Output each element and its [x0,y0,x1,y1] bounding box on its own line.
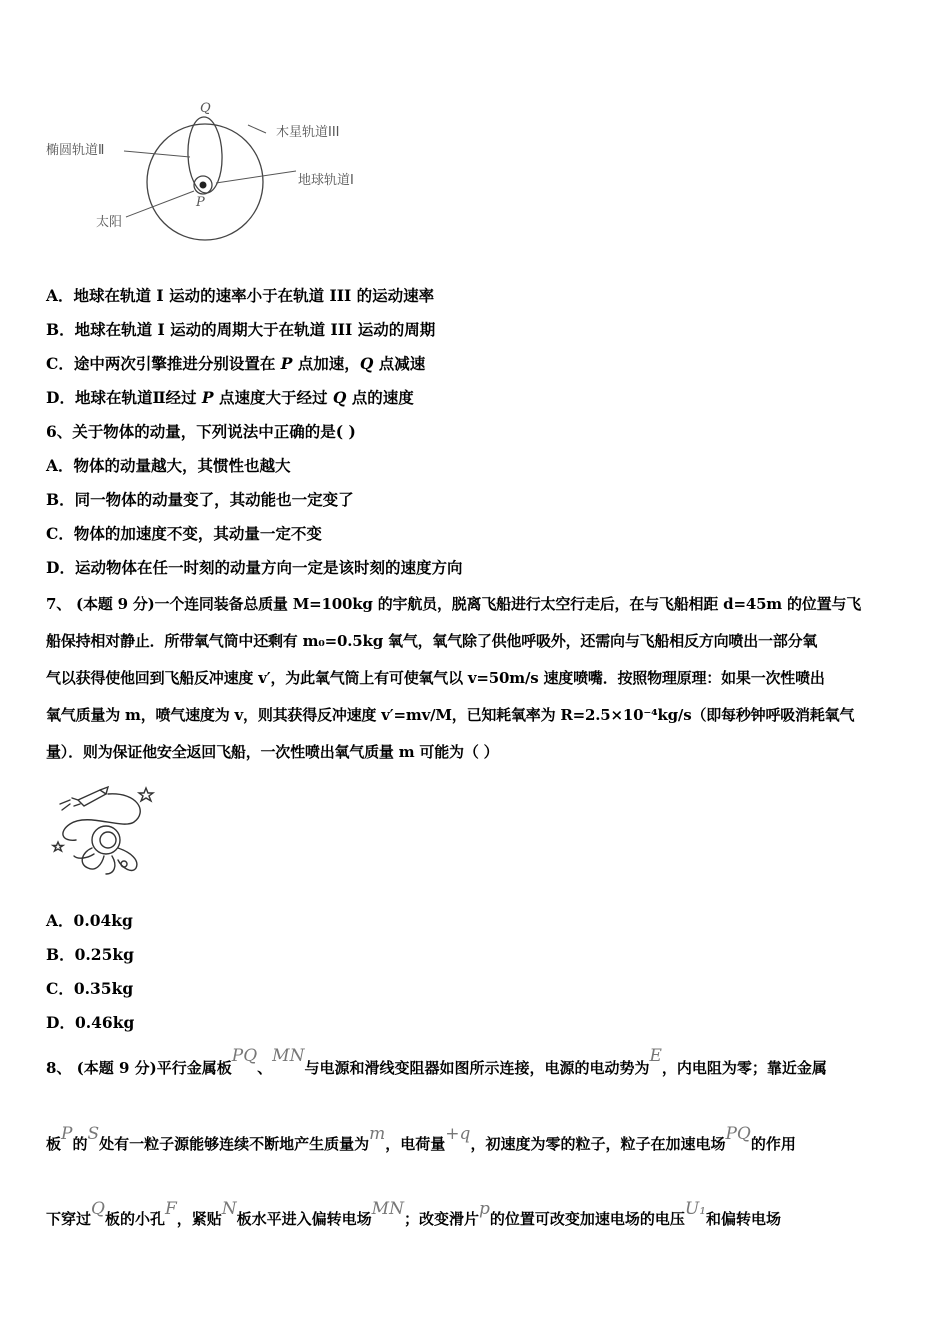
q6-option-d [46,558,462,578]
label-ellipse-orbit: 椭圆轨道Ⅱ [46,143,105,158]
q5-option-b [46,320,435,340]
q5-option-a [46,286,434,306]
q6-option-a [46,456,291,476]
q7-option-a [46,911,133,931]
option-text: 地球在轨道 I 运动的速率小于在轨道 III 的运动速率 [73,286,435,305]
option-letter: D． [46,388,75,407]
q8-text: ，电荷量 [385,1135,446,1153]
math-pq: PQ [725,1124,751,1144]
option-text: 点的速度 [346,388,414,407]
math-mn: MN [272,1046,305,1066]
option-text: 0.04kg [73,911,133,930]
var-p: P [280,354,293,373]
q6-option-c [46,524,322,544]
q8-text: 下穿过 [46,1210,92,1228]
math-pq: PQ [231,1046,258,1066]
math-u1: U₁ [684,1199,707,1219]
var-q: Q [332,388,347,407]
q5-option-c [46,354,425,374]
q8-text: 板水平进入偏转电场 [236,1210,372,1228]
math-s: S [87,1124,100,1144]
label-outer-orbit: 木星轨道III [276,125,340,140]
option-text: 物体的加速度不变，其动量一定不变 [73,524,322,543]
q8-text: 8、 (本题 9 分)平行金属板 [46,1059,232,1077]
q5-option-d [46,388,414,408]
q8-text: 板的小孔 [104,1210,165,1228]
q8-text: 的位置可改变加速电场的电压 [489,1210,685,1228]
label-p: P [196,195,205,210]
option-letter: A． [46,286,74,305]
q7-line-2: 船保持相对静止．所带氧气筒中还剩有 m₀=0.5kg 氧气，氧气除了供他呼吸外，还需向与飞船相反方向喷出一部分氧 [46,632,818,650]
option-letter: B． [46,490,75,509]
option-letter: C． [46,979,74,998]
var-p: P [201,388,214,407]
option-letter: A． [46,911,74,930]
option-letter: B． [46,945,75,964]
option-letter: D． [46,558,75,577]
option-text: 点减速 [373,354,426,373]
q8-text: 的 [72,1135,88,1153]
q7-option-c [46,979,133,999]
q7-line-1: 7、 (本题 9 分)一个连同装备总质量 M=100kg 的宇航员，脱离飞船进行太空行走后，在与飞船相距 d=45m 的位置与飞 [46,595,861,613]
q8-text: 和偏转电场 [706,1210,782,1228]
q8-text: 与电源和滑线变阻器如图所示连接，电源的电动势为 [304,1059,650,1077]
astronaut-drawing [48,782,160,878]
math-n: N [221,1199,237,1219]
option-text: 地球在轨道 I 运动的周期大于在轨道 III 运动的周期 [74,320,436,339]
q8-text: 板 [46,1135,62,1153]
q8-text: 的作用 [750,1135,796,1153]
label-sun: 太阳 [96,215,123,230]
orbit-figure [40,95,400,255]
option-letter: C． [46,524,74,543]
math-q: +q [445,1124,471,1144]
q6-option-b [46,490,354,510]
q8-text: 、 [257,1059,273,1077]
label-earth-orbit: 地球轨道Ⅰ [298,173,354,188]
q8-line-1 [46,1046,827,1078]
option-text: 0.25kg [74,945,134,964]
label-q: Q [200,101,211,116]
q7-line-3: 气以获得使他回到飞船反冲速度 v′，为此氧气筒上有可使氧气以 v=50m/s 速度喷嘴．按照物理原理：如果一次性喷出 [46,669,825,687]
option-text: 途中两次引擎推进分别设置在 [73,354,281,373]
q8-text: ；改变滑片 [403,1210,479,1228]
option-letter: C． [46,354,74,373]
astronaut-illustration [48,782,160,878]
q8-text: 处有一粒子源能够连续不断地产生质量为 [99,1135,370,1153]
option-letter: A． [46,456,74,475]
q7-line-5: 量）．则为保证他安全返回飞船，一次性喷出氧气质量 m 可能为（ ） [46,743,499,761]
q8-text: ，内电阻为零；靠近金属 [661,1059,827,1077]
option-text: 运动物体在任一时刻的动量方向一定是该时刻的速度方向 [74,558,463,577]
option-text: 点加速， [292,354,360,373]
q8-line-3 [46,1199,782,1229]
option-text: 0.46kg [74,1013,135,1032]
option-text: 同一物体的动量变了，其动能也一定变了 [74,490,354,509]
math-f: F [164,1199,177,1219]
q8-text: ，紧贴 [176,1210,222,1228]
q7-option-b [46,945,134,965]
option-text: 地球在轨道Ⅱ经过 [74,388,202,407]
q7-line-4: 氧气质量为 m，喷气速度为 v，则其获得反冲速度 v′=mv/M，已知耗氧率为 R=2.5×10⁻⁴kg/s（即每秒钟呼吸消耗氧气 [46,706,855,724]
math-mn: MN [371,1199,404,1219]
math-e: E [649,1046,662,1066]
option-text: 物体的动量越大，其惯性也越大 [73,456,291,475]
var-q: Q [359,354,374,373]
option-text: 点速度大于经过 [213,388,333,407]
math-m: m [369,1124,386,1144]
q8-text: ，初速度为零的粒子，粒子在加速电场 [470,1135,726,1153]
option-letter: B． [46,320,75,339]
math-p: P [61,1124,73,1144]
q7-option-d [46,1013,134,1033]
math-p: p [478,1199,490,1219]
option-text: 0.35kg [73,979,134,998]
q8-line-2 [46,1124,796,1154]
math-q: Q [91,1199,105,1219]
q6-stem: 6、关于物体的动量，下列说法中正确的是( ) [46,422,356,441]
option-letter: D． [46,1013,75,1032]
